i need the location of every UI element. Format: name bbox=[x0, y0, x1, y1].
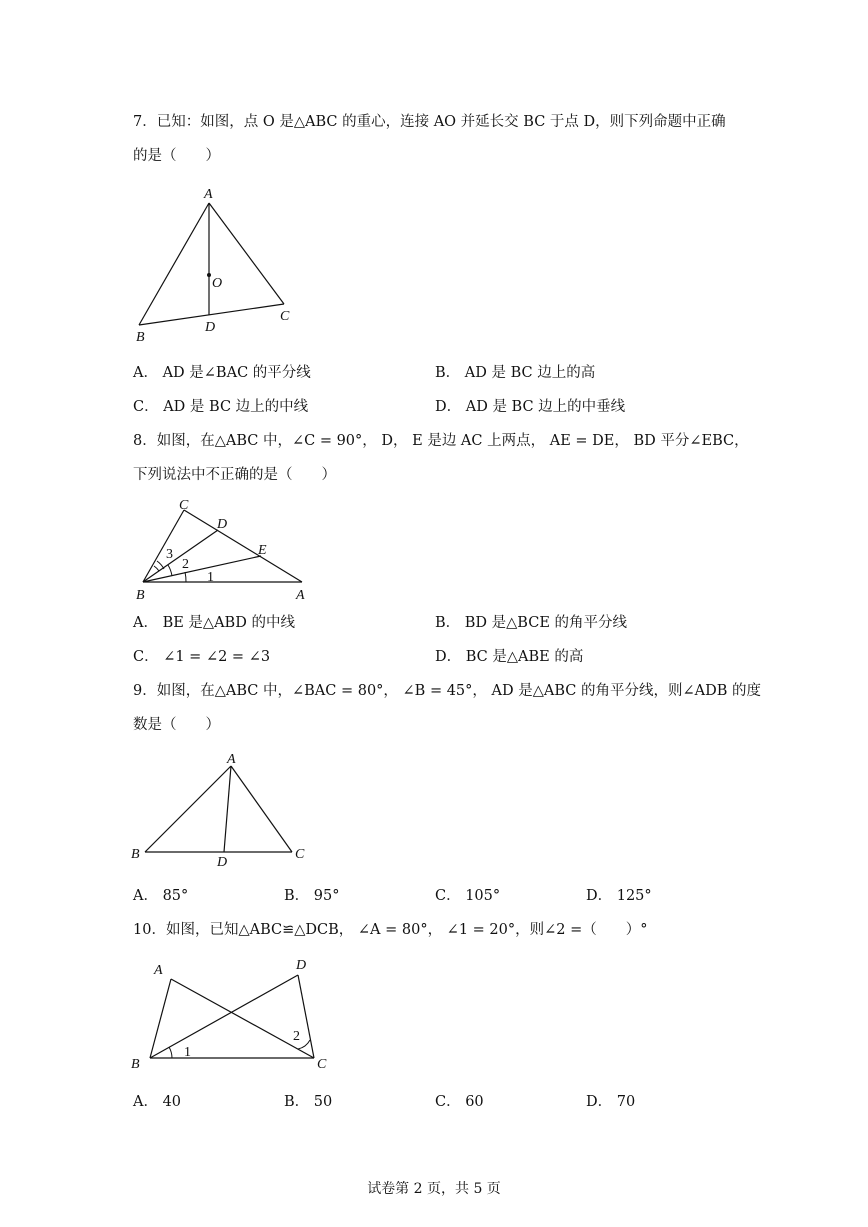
q8-label-d: D bbox=[217, 517, 228, 532]
q7-label-o: O bbox=[212, 276, 223, 291]
q8-label-a: A bbox=[296, 588, 305, 603]
q10-stem-line1: 10．如图，已知△ABC≌△DCB， ∠A = 80°， ∠1 = 20°，则∠2 =（ ）° bbox=[133, 922, 648, 938]
q8-figure bbox=[128, 493, 318, 605]
q8-option-d[interactable]: D． BC 是△ABE 的高 bbox=[435, 649, 584, 665]
q7-label-a: A bbox=[204, 187, 213, 202]
q9-label-b: B bbox=[131, 847, 140, 862]
q7-option-b[interactable]: B． AD 是 BC 边上的高 bbox=[435, 365, 596, 381]
q10-label-c: C bbox=[317, 1057, 327, 1072]
q8-stem-line1: 8．如图，在△ABC 中，∠C = 90°， D， E 是边 AC 上两点， AE = DE， BD 平分∠EBC， bbox=[133, 433, 749, 449]
q7-stem-line2: 的是（ ） bbox=[133, 148, 220, 164]
q9-label-c: C bbox=[295, 847, 305, 862]
q9-option-b[interactable]: B． 95° bbox=[284, 888, 340, 904]
q10-label-a: A bbox=[154, 963, 163, 978]
q10-option-a[interactable]: A． 40 bbox=[133, 1094, 182, 1110]
q9-option-c[interactable]: C． 105° bbox=[435, 888, 501, 904]
q10-option-c[interactable]: C． 60 bbox=[435, 1094, 484, 1110]
q7-figure bbox=[125, 183, 305, 343]
q9-label-d: D bbox=[217, 855, 228, 870]
q9-stem-line2: 数是（ ） bbox=[133, 717, 220, 733]
q8-label-e: E bbox=[258, 543, 267, 558]
q9-stem-line1: 9．如图，在△ABC 中，∠BAC = 80°， ∠B = 45°， AD 是△ABC 的角平分线，则∠ADB 的度 bbox=[133, 683, 761, 699]
q7-label-c: C bbox=[280, 309, 290, 324]
q9-figure bbox=[128, 748, 318, 873]
page-footer: 试卷第 2 页，共 5 页 bbox=[367, 1181, 501, 1197]
q8-angle-2: 2 bbox=[182, 557, 189, 572]
q10-label-b: B bbox=[131, 1057, 140, 1072]
q7-option-a[interactable]: A． AD 是∠BAC 的平分线 bbox=[133, 365, 311, 381]
q8-angle-3: 3 bbox=[166, 547, 173, 562]
q10-option-b[interactable]: B． 50 bbox=[284, 1094, 333, 1110]
q10-angle-1: 1 bbox=[184, 1045, 191, 1060]
q8-option-c[interactable]: C． ∠1 = ∠2 = ∠3 bbox=[133, 649, 271, 665]
q7-option-c[interactable]: C． AD 是 BC 边上的中线 bbox=[133, 399, 309, 415]
q7-stem-line1: 7．已知：如图，点 O 是△ABC 的重心，连接 AO 并延长交 BC 于点 D，则下列命题中正确 bbox=[133, 114, 726, 130]
q9-label-a: A bbox=[227, 752, 236, 767]
q10-angle-2: 2 bbox=[293, 1029, 300, 1044]
q8-label-b: B bbox=[136, 588, 145, 603]
q7-label-d: D bbox=[205, 320, 216, 335]
q8-stem-line2: 下列说法中不正确的是（ ） bbox=[133, 467, 336, 483]
q7-label-b: B bbox=[136, 330, 145, 345]
q9-option-d[interactable]: D． 125° bbox=[586, 888, 652, 904]
q10-figure bbox=[128, 952, 338, 1077]
q8-label-c: C bbox=[179, 498, 189, 513]
q8-option-a[interactable]: A． BE 是△ABD 的中线 bbox=[133, 615, 295, 631]
q7-option-d[interactable]: D． AD 是 BC 边上的中垂线 bbox=[435, 399, 626, 415]
q10-label-d: D bbox=[296, 958, 307, 973]
q8-angle-1: 1 bbox=[207, 570, 214, 585]
q8-option-b[interactable]: B． BD 是△BCE 的角平分线 bbox=[435, 615, 628, 631]
q10-option-d[interactable]: D． 70 bbox=[586, 1094, 636, 1110]
q9-option-a[interactable]: A． 85° bbox=[133, 888, 189, 904]
